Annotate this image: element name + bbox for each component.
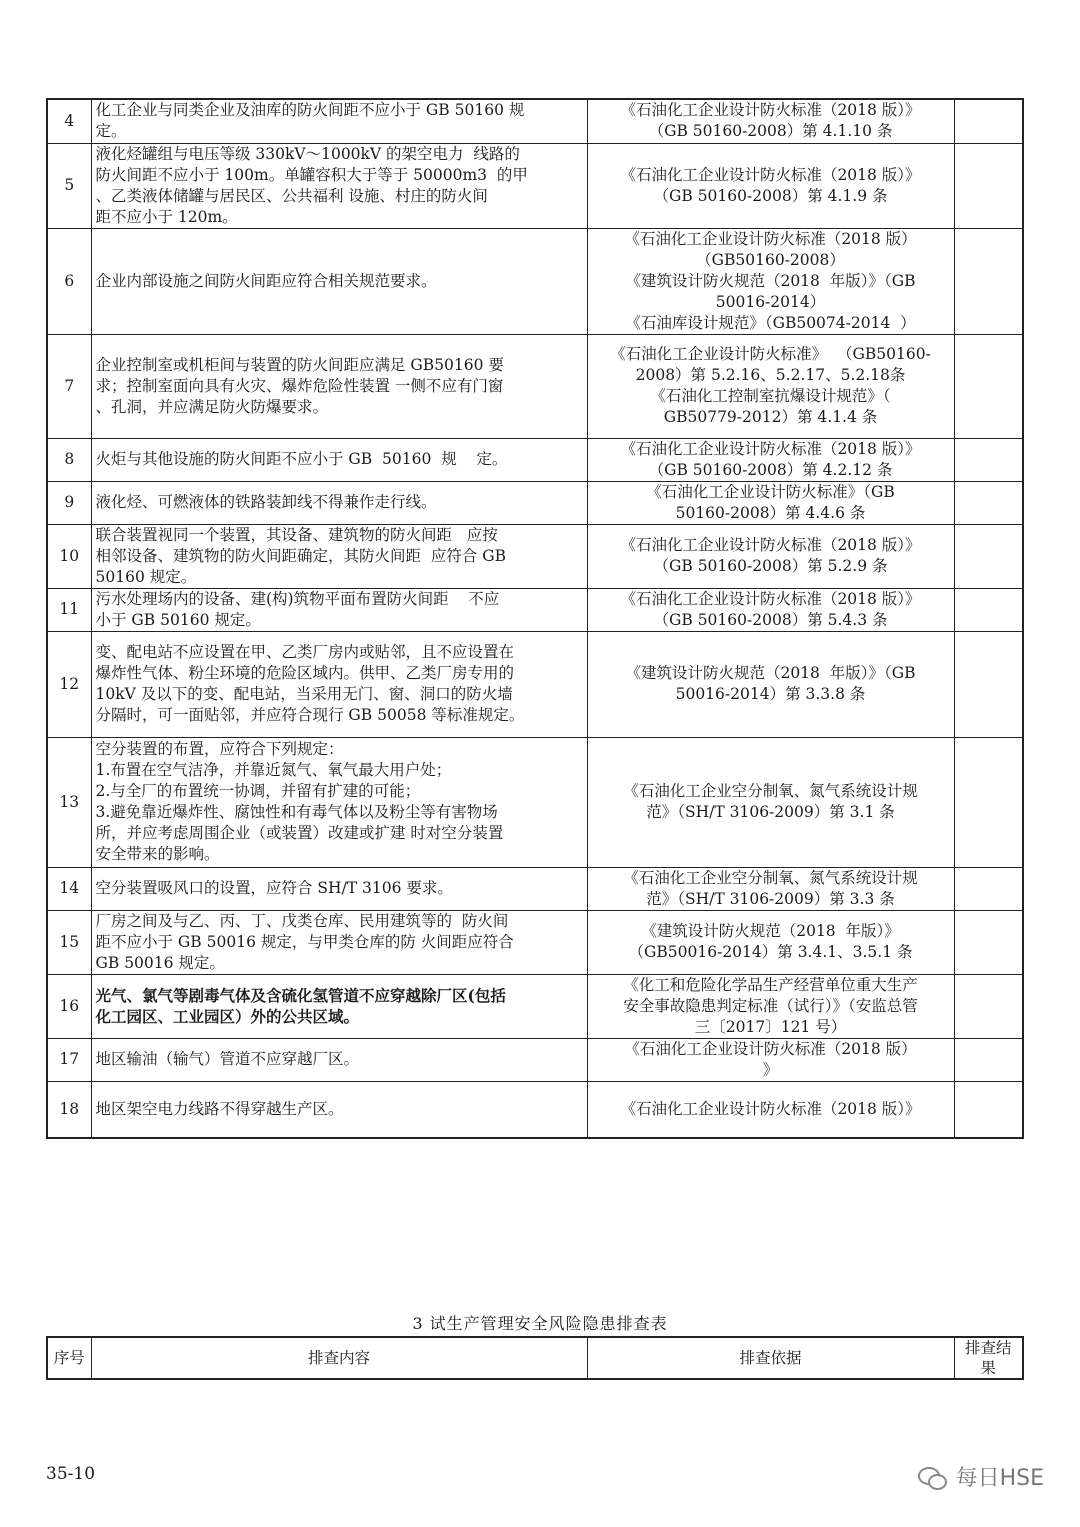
content-line: 定。 <box>95 122 127 141</box>
row-number: 6 <box>47 228 91 334</box>
check-content <box>91 910 587 974</box>
check-content <box>91 143 587 228</box>
basis-line: 《建筑设计防火规范（2018 年版）》（GB <box>625 271 916 290</box>
content-line: 距不应小于 120m。 <box>95 207 238 226</box>
check-content <box>91 438 587 481</box>
check-basis <box>587 143 954 228</box>
header-result: 排查结果 <box>954 1337 1023 1379</box>
basis-line: 《石油化工企业设计防火标准》 （GB50160- <box>610 345 931 363</box>
table-row <box>47 737 1023 867</box>
content-line: 10kV 及以下的变、配电站，当采用无门、窗、洞口的防火墙 <box>95 685 513 703</box>
check-content <box>91 1081 587 1138</box>
table-row <box>47 228 1023 334</box>
check-content <box>91 481 587 524</box>
content-line: GB 50016 规定。 <box>95 953 225 972</box>
basis-line: 《石油化工企业设计防火标准（2018 版） <box>624 229 917 248</box>
table-row <box>47 524 1023 588</box>
row-number: 18 <box>47 1081 91 1138</box>
basis-line: 《石油化工企业设计防火标准（2018 版）》 <box>620 101 921 120</box>
content-line: 企业控制室或机柜间与装置的防火间距应满足 GB50160 要 <box>95 355 504 374</box>
basis-line: 50016-2014） <box>715 292 826 311</box>
header-content: 排查内容 <box>91 1337 587 1379</box>
content-line: 50160 规定。 <box>95 567 197 586</box>
basis-line: 《石油库设计规范》（GB50074-2014 ） <box>625 313 916 332</box>
row-number: 7 <box>47 334 91 438</box>
check-content <box>91 631 587 737</box>
content-line: 所，并应考虑周围企业（或装置）改建或扩建 时对空分装置 <box>95 824 504 842</box>
check-result[interactable] <box>954 588 1023 631</box>
basis-line: 《石油化工控制室抗爆设计规范》（ <box>650 387 891 405</box>
basis-line: （GB 50160-2008）第 4.1.10 条 <box>648 122 893 141</box>
check-result[interactable] <box>954 910 1023 974</box>
section-title: 3 试生产管理安全风险隐患排查表 <box>412 1314 668 1333</box>
row-number: 5 <box>47 143 91 228</box>
basis-line: （GB 50160-2008）第 5.2.9 条 <box>653 557 888 575</box>
row-number: 9 <box>47 481 91 524</box>
content-line: 液化烃、可燃液体的铁路装卸线不得兼作走行线。 <box>95 493 437 511</box>
check-content <box>91 228 587 334</box>
table-row <box>47 588 1023 631</box>
check-content <box>91 1038 587 1081</box>
basis-line: 50016-2014）第 3.3.8 条 <box>675 685 866 703</box>
basis-line: 范》（SH/T 3106-2009）第 3.1 条 <box>646 803 895 821</box>
basis-line: 《石油化工企业设计防火标准（2018 版）》 <box>620 589 921 608</box>
content-line: 厂房之间及与乙、丙、丁、戊类仓库、民用建筑等的 防火间 <box>95 911 509 930</box>
check-result[interactable] <box>954 99 1023 143</box>
check-content <box>91 334 587 438</box>
basis-line: 50160-2008）第 4.4.6 条 <box>675 503 866 522</box>
check-basis <box>587 438 954 481</box>
basis-line: 安全事故隐患判定标准（试行）》（安监总管 <box>623 996 918 1015</box>
row-number: 14 <box>47 867 91 910</box>
content-line: 、乙类液体储罐与居民区、公共福利 设施、村庄的防火间 <box>95 186 488 205</box>
content-line: 地区输油（输气）管道不应穿越厂区。 <box>95 1050 360 1068</box>
content-line: 求；控制室面向具有火灾、爆炸危险性装置 一侧不应有门窗 <box>95 376 504 395</box>
check-result[interactable] <box>954 334 1023 438</box>
check-result[interactable] <box>954 143 1023 228</box>
content-line: 液化烃罐组与电压等级 330kV～1000kV 的架空电力 线路的 <box>95 144 520 163</box>
content-line: 2.与全厂的布置统一协调，并留有扩建的可能； <box>95 782 421 800</box>
check-result[interactable] <box>954 524 1023 588</box>
content-line: 空分装置的布置，应符合下列规定： <box>95 740 344 758</box>
check-basis <box>587 334 954 438</box>
row-number: 12 <box>47 631 91 737</box>
check-basis <box>587 867 954 910</box>
row-number: 8 <box>47 438 91 481</box>
content-line: 3.避免靠近爆炸性、腐蚀性和有毒气体以及粉尘等有害物场 <box>95 803 498 821</box>
check-content <box>91 524 587 588</box>
basis-line: （GB50160-2008） <box>696 250 845 269</box>
content-line: 火炬与其他设施的防火间距不应小于 GB 50160 规 定。 <box>95 450 508 468</box>
basis-line: （GB 50160-2008）第 4.2.12 条 <box>648 460 893 479</box>
basis-line: 《石油化工企业设计防火标准（2018 版）》 <box>620 536 921 554</box>
row-number: 4 <box>47 99 91 143</box>
check-basis <box>587 588 954 631</box>
watermark-text: 每日HSE <box>955 1466 1044 1491</box>
basis-line: 《石油化工企业设计防火标准（2018 版）》 <box>620 439 921 458</box>
table-row <box>47 910 1023 974</box>
basis-line: （GB 50160-2008）第 5.4.3 条 <box>653 610 888 629</box>
content-line: 安全带来的影响。 <box>95 845 220 863</box>
header-no: 序号 <box>47 1337 91 1379</box>
check-content <box>91 99 587 143</box>
content-line: 企业内部设施之间防火间距应符合相关规范要求。 <box>95 271 437 290</box>
table-row <box>47 1038 1023 1081</box>
basis-line: 《石油化工企业设计防火标准（2018 版）》 <box>620 1099 921 1118</box>
basis-line: 《石油化工企业设计防火标准》（GB <box>646 482 895 501</box>
check-basis <box>587 228 954 334</box>
basis-line: （GB 50160-2008）第 4.1.9 条 <box>653 186 888 205</box>
content-line: 空分装置吸风口的设置，应符合 SH/T 3106 要求。 <box>95 879 453 897</box>
check-basis <box>587 974 954 1038</box>
check-result[interactable] <box>954 438 1023 481</box>
basis-line: 《石油化工企业设计防火标准（2018 版） <box>624 1039 917 1058</box>
page-number: 35-10 <box>46 1464 96 1484</box>
basis-line: （GB50016-2014）第 3.4.1、3.5.1 条 <box>628 943 913 961</box>
table-row <box>47 867 1023 910</box>
check-result[interactable] <box>954 1038 1023 1081</box>
table-row <box>47 1081 1023 1138</box>
basis-line: 《建筑设计防火规范（2018 年版）》（GB <box>625 664 916 682</box>
check-result[interactable] <box>954 631 1023 737</box>
row-number: 15 <box>47 910 91 974</box>
check-basis <box>587 910 954 974</box>
basis-line: 2008）第 5.2.16、5.2.17、5.2.18条 <box>635 366 906 384</box>
check-result[interactable] <box>954 867 1023 910</box>
content-line: 污水处理场内的设备、建(构)筑物平面布置防火间距 不应 <box>95 589 500 608</box>
table-row <box>47 99 1023 143</box>
check-result[interactable] <box>954 481 1023 524</box>
check-content <box>91 737 587 867</box>
check-basis <box>587 524 954 588</box>
basis-line: 范》（SH/T 3106-2009）第 3.3 条 <box>646 889 895 908</box>
basis-line: 》 <box>762 1060 779 1079</box>
content-line: 地区架空电力线路不得穿越生产区。 <box>95 1099 344 1118</box>
table-row <box>47 438 1023 481</box>
wechat-icon <box>918 1465 948 1489</box>
content-line: 化工企业与同类企业及油库的防火间距不应小于 GB 50160 规 <box>95 101 525 120</box>
check-basis <box>587 99 954 143</box>
row-number: 16 <box>47 974 91 1038</box>
basis-line: 《石油化工企业设计防火标准（2018 版）》 <box>620 165 921 184</box>
watermark <box>918 1461 1044 1492</box>
content-line: 分隔时，可一面贴邻，并应符合现行 GB 50058 等标准规定。 <box>95 706 525 724</box>
content-line: 变、配电站不应设置在甲、乙类厂房内或贴邻，且不应设置在 <box>95 643 515 661</box>
content-line: 距不应小于 GB 50016 规定，与甲类仓库的防 火间距应符合 <box>95 932 514 951</box>
basis-line: 三〔2017〕121 号） <box>694 1017 847 1036</box>
check-content <box>91 867 587 910</box>
table-row <box>47 334 1023 438</box>
check-result[interactable] <box>954 1081 1023 1138</box>
check-result[interactable] <box>954 974 1023 1038</box>
row-number: 17 <box>47 1038 91 1081</box>
content-line: 光气、氯气等剧毒气体及含硫化氢管道不应穿越除厂区(包括 <box>95 986 506 1005</box>
content-line: 防火间距不应小于 100m。单罐容积大于等于 50000m3 的甲 <box>95 165 528 184</box>
basis-line: GB50779-2012）第 4.1.4 条 <box>663 408 878 426</box>
content-line: 爆炸性气体、粉尘环境的危险区域内。供甲、乙类厂房专用的 <box>95 664 515 682</box>
check-basis <box>587 1081 954 1138</box>
basis-line: 《化工和危险化学品生产经营单位重大生产 <box>623 975 918 994</box>
check-basis <box>587 631 954 737</box>
row-number: 10 <box>47 524 91 588</box>
trial-production-table-header <box>46 1336 1024 1380</box>
check-basis <box>587 737 954 867</box>
hazard-checklist-table <box>46 98 1024 1139</box>
content-line: 小于 GB 50160 规定。 <box>95 610 261 629</box>
basis-line: 《石油化工企业空分制氧、氮气系统设计规 <box>623 782 918 800</box>
table-row <box>47 143 1023 228</box>
content-line: 、孔洞，并应满足防火防爆要求。 <box>95 397 329 416</box>
check-basis <box>587 1038 954 1081</box>
check-content <box>91 588 587 631</box>
table-row <box>47 974 1023 1038</box>
table-row <box>47 631 1023 737</box>
header-basis: 排查依据 <box>587 1337 954 1379</box>
check-content <box>91 974 587 1038</box>
basis-line: 《石油化工企业空分制氧、氮气系统设计规 <box>623 868 918 887</box>
row-number: 13 <box>47 737 91 867</box>
check-result[interactable] <box>954 737 1023 867</box>
check-result[interactable] <box>954 228 1023 334</box>
content-line: 1.布置在空气洁净，并靠近氮气、氧气最大用户处； <box>95 761 452 779</box>
content-line: 联合装置视同一个装置，其设备、建筑物的防火间距 应按 <box>95 525 498 544</box>
content-line: 相邻设备、建筑物的防火间距确定，其防火间距 应符合 GB <box>95 546 507 565</box>
row-number: 11 <box>47 588 91 631</box>
table-row <box>47 481 1023 524</box>
content-line: 化工园区、工业园区）外的公共区域。 <box>95 1007 360 1026</box>
basis-line: 《建筑设计防火规范（2018 年版）》 <box>641 922 900 940</box>
check-basis <box>587 481 954 524</box>
header-row <box>47 1337 1023 1379</box>
